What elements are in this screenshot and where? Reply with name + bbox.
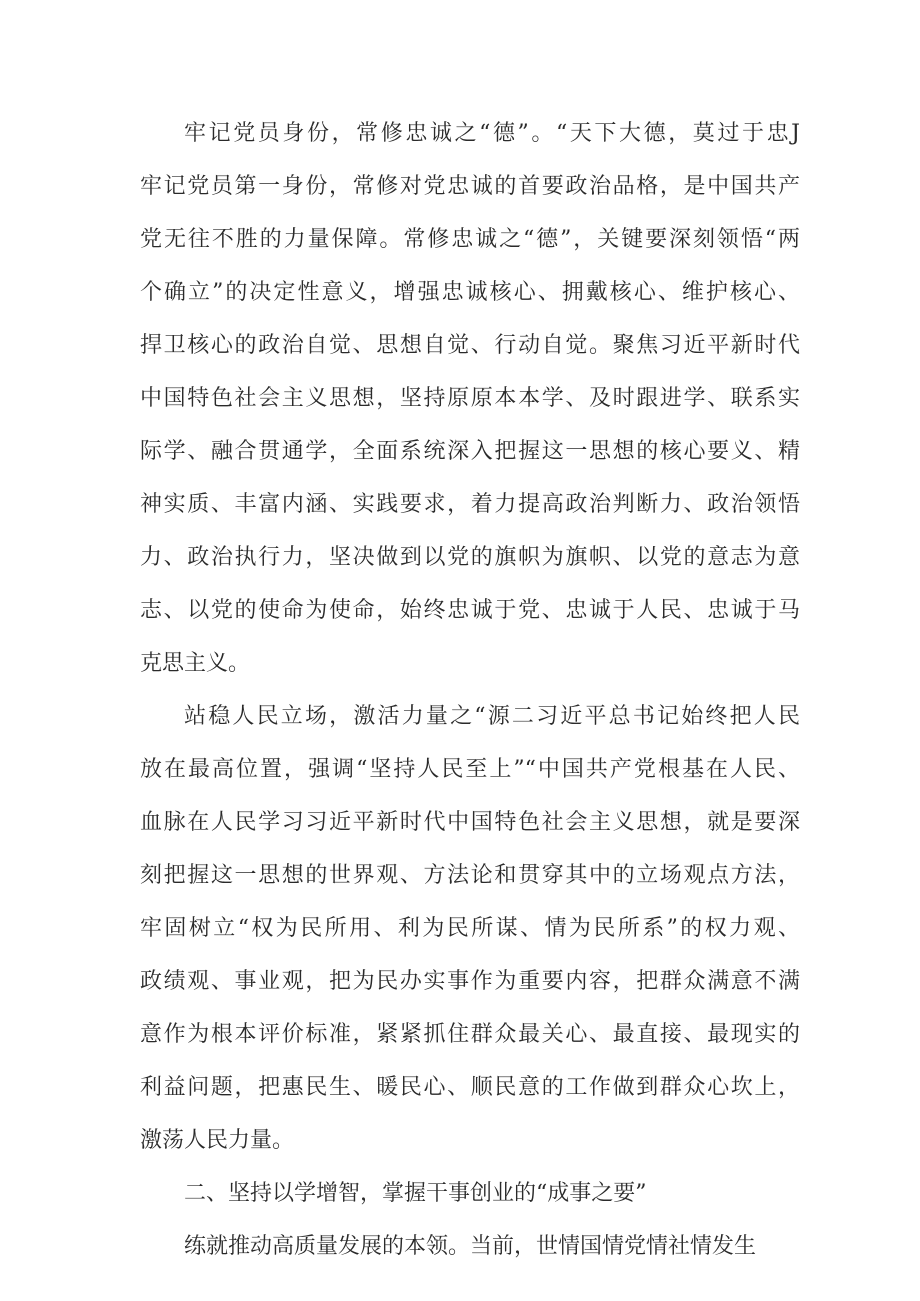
- text-line: 牢记党员第一身份，常修对党忠诚的首要政治品格，是中国共产: [140, 174, 800, 199]
- text-line: 克思主义。: [140, 651, 251, 676]
- text-line: 际学、融合贯通学，全面系统深入把握这一思想的核心要义、精: [140, 439, 800, 464]
- paragraph-people: [140, 690, 800, 1167]
- text-line: 神实质、丰富内涵、实践要求，着力提高政治判断力、政治领悟: [140, 492, 800, 517]
- text-line: 放在最高位置，强调“坚持人民至上”“中国共产党根基在人民、: [140, 757, 800, 782]
- text-line: 练就推动高质量发展的本领。当前，世情国情党情社情发生: [184, 1234, 757, 1259]
- text-line: 力、政治执行力，坚决做到以党的旗帜为旗帜、以党的意志为意: [140, 545, 800, 570]
- text-line: 血脉在人民学习习近平新时代中国特色社会主义思想，就是要深: [140, 810, 800, 835]
- text-line: 激荡人民力量。: [140, 1128, 295, 1153]
- text-line: 政绩观、事业观，把为民办实事作为重要内容，把群众满意不满: [140, 969, 800, 994]
- text-line: 站稳人民立场，激活力量之“源二习近平总书记始终把人民: [184, 704, 800, 729]
- text-line: 捍卫核心的政治自觉、思想自觉、行动自觉。聚焦习近平新时代: [140, 333, 800, 358]
- text-line: 刻把握这一思想的世界观、方法论和贯穿其中的立场观点方法，: [140, 863, 800, 888]
- text-line: 志、以党的使命为使命，始终忠诚于党、忠诚于人民、忠诚于马: [140, 598, 800, 623]
- text-line: 个确立”的决定性意义，增强忠诚核心、拥戴核心、维护核心、: [140, 280, 800, 305]
- text-line: 利益问题，把惠民生、暖民心、顺民意的工作做到群众心坎上，: [140, 1075, 800, 1100]
- text-line: 中国特色社会主义思想，坚持原原本本学、及时跟进学、联系实: [140, 386, 800, 411]
- text-line: 意作为根本评价标准，紧紧抓住群众最关心、最直接、最现实的: [140, 1022, 800, 1047]
- text-line: 牢固树立“权为民所用、利为民所谋、情为民所系”的权力观、: [140, 916, 800, 941]
- document-body: [140, 107, 800, 1273]
- paragraph-loyalty: [140, 107, 800, 690]
- section-heading: [140, 1167, 800, 1220]
- paragraph-capability: [140, 1220, 800, 1273]
- text-line: 牢记党员身份，常修忠诚之“德”。“天下大德，莫过于忠J: [184, 121, 800, 146]
- heading-line: 二、坚持以学增智，掌握干事创业的“成事之要”: [184, 1181, 647, 1206]
- text-line: 党无往不胜的力量保障。常修忠诚之“德”，关键要深刻领悟“两: [140, 227, 800, 252]
